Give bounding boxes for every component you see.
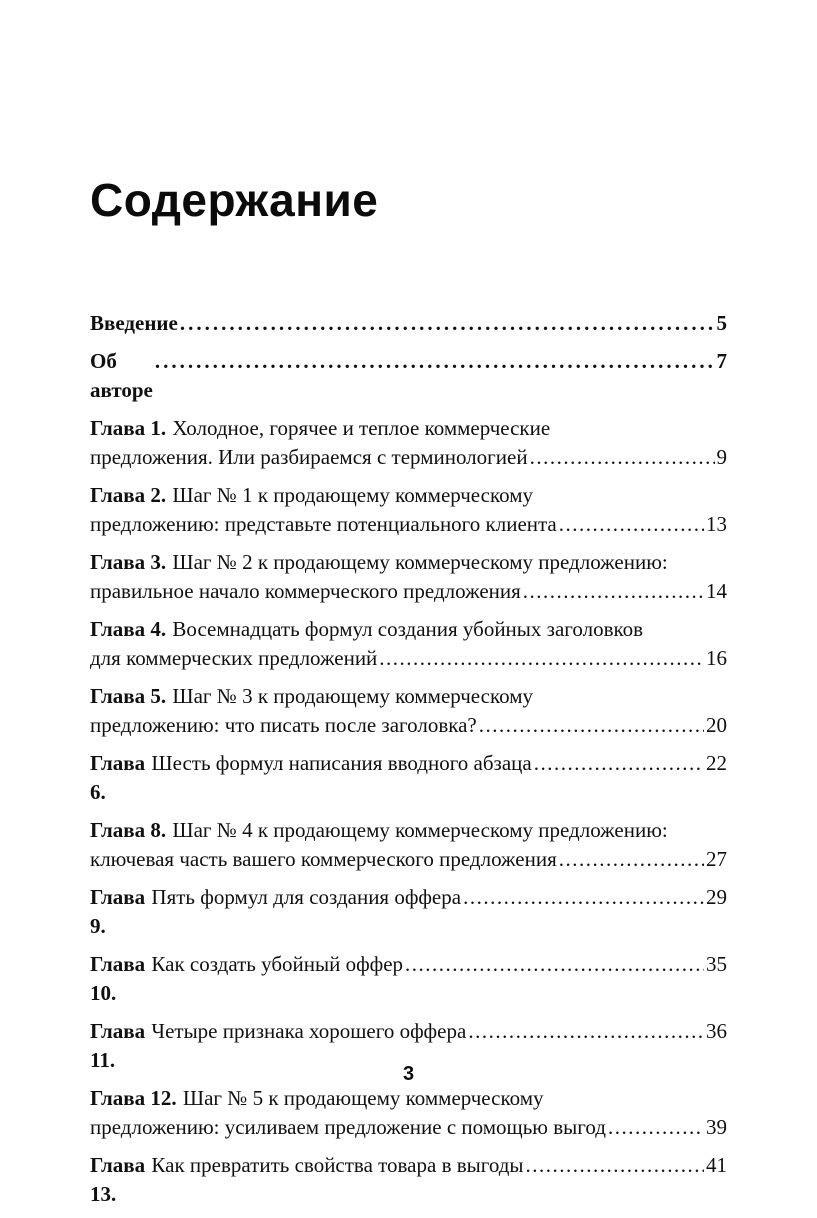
page-number: 16 xyxy=(706,646,727,670)
dot-leader xyxy=(606,1113,704,1142)
chapter-label: Глава 6. xyxy=(90,751,146,804)
chapter-title: Шаг № 3 к продающему коммерческому xyxy=(172,684,534,708)
toc-line xyxy=(90,749,727,807)
chapter-title: Пять формул для создания оффера xyxy=(151,885,462,909)
dot-leader xyxy=(466,1017,704,1046)
toc-line xyxy=(90,577,727,606)
dot-leader xyxy=(477,711,704,740)
toc-line xyxy=(90,510,727,539)
toc-entry-chapter-4 xyxy=(90,615,727,673)
toc-entry-chapter-10 xyxy=(90,950,727,1008)
chapter-title: Восемнадцать формул создания убойных заголовков xyxy=(172,617,644,641)
chapter-title-continued: предложению: представьте потенциального клиента xyxy=(90,512,557,536)
toc-line xyxy=(90,615,727,644)
toc-line xyxy=(90,845,727,874)
entry-label: Введение xyxy=(90,311,178,335)
toc-line xyxy=(90,711,727,740)
page-number: 27 xyxy=(706,847,727,871)
chapter-label: Глава 3. xyxy=(90,550,167,574)
chapter-title: Шаг № 5 к продающему коммерческому xyxy=(182,1086,544,1110)
chapter-label: Глава 1. xyxy=(90,416,167,440)
dot-leader xyxy=(521,577,704,606)
chapter-label: Глава 13. xyxy=(90,1153,146,1206)
chapter-title: Как создать убойный оффер xyxy=(151,952,404,976)
chapter-label: Глава 2. xyxy=(90,483,167,507)
page-number: 20 xyxy=(706,713,727,737)
page-number: 13 xyxy=(706,512,727,536)
toc-line xyxy=(90,414,727,443)
toc-entry-introduction xyxy=(90,309,727,338)
chapter-title: Шесть формул написания вводного абзаца xyxy=(151,751,532,775)
toc-entry-chapter-12 xyxy=(90,1084,727,1142)
toc-line xyxy=(90,644,727,673)
chapter-label: Глава 10. xyxy=(90,952,146,1005)
chapter-title: Шаг № 4 к продающему коммерческому предложению: xyxy=(172,818,668,842)
toc-entry-chapter-13 xyxy=(90,1151,727,1209)
chapter-title-continued: предложения. Или разбираемся с терминологией xyxy=(90,445,528,469)
dot-leader xyxy=(461,883,704,912)
toc-entry-chapter-8 xyxy=(90,816,727,874)
dot-leader xyxy=(557,845,704,874)
toc-entry-chapter-6 xyxy=(90,749,727,807)
toc-entry-chapter-1 xyxy=(90,414,727,472)
toc-line xyxy=(90,1151,727,1209)
toc-entry-about-author xyxy=(90,347,727,405)
toc-line xyxy=(90,883,727,941)
page-number: 39 xyxy=(706,1115,727,1139)
chapter-title: Шаг № 2 к продающему коммерческому предложению: xyxy=(172,550,668,574)
dot-leader xyxy=(178,309,715,338)
dot-leader xyxy=(403,950,704,979)
page-number: 7 xyxy=(716,349,727,373)
chapter-label: Глава 11. xyxy=(90,1019,146,1072)
page-number: 41 xyxy=(706,1153,727,1177)
entry-label: Об авторе xyxy=(90,349,153,402)
page-number: 35 xyxy=(706,952,727,976)
chapter-title: Как превратить свойства товара в выгоды xyxy=(151,1153,524,1177)
chapter-label: Глава 4. xyxy=(90,617,167,641)
toc-line xyxy=(90,309,727,338)
toc-line xyxy=(90,1084,727,1113)
page-title: Содержание xyxy=(90,173,379,226)
chapter-title: Шаг № 1 к продающему коммерческому xyxy=(172,483,534,507)
dot-leader xyxy=(528,443,715,472)
page-number: 22 xyxy=(706,751,727,775)
page-number: 14 xyxy=(706,579,727,603)
toc-entry-chapter-9 xyxy=(90,883,727,941)
toc-line xyxy=(90,443,727,472)
chapter-title: Холодное, горячее и теплое коммерческие xyxy=(172,416,551,440)
chapter-label: Глава 12. xyxy=(90,1086,177,1110)
chapter-title: Четыре признака хорошего оффера xyxy=(151,1019,467,1043)
toc-line xyxy=(90,347,727,405)
toc-line xyxy=(90,1113,727,1142)
dot-leader xyxy=(377,644,704,673)
dot-leader xyxy=(524,1151,704,1180)
page-number: 36 xyxy=(706,1019,727,1043)
toc-entry-chapter-5 xyxy=(90,682,727,740)
footer-page-number: 3 xyxy=(402,1063,415,1085)
toc-line xyxy=(90,682,727,711)
toc-line xyxy=(90,816,727,845)
chapter-label: Глава 5. xyxy=(90,684,167,708)
chapter-title-continued: правильное начало коммерческого предложения xyxy=(90,579,521,603)
toc-entry-chapter-2 xyxy=(90,481,727,539)
chapter-label: Глава 8. xyxy=(90,818,167,842)
chapter-title-continued: для коммерческих предложений xyxy=(90,646,378,670)
dot-leader xyxy=(153,347,715,376)
dot-leader xyxy=(532,749,704,778)
page-number: 5 xyxy=(716,311,727,335)
toc-line xyxy=(90,548,727,577)
dot-leader xyxy=(557,510,704,539)
page-number: 9 xyxy=(716,445,727,469)
chapter-title-continued: предложению: что писать после заголовка? xyxy=(90,713,477,737)
toc-line xyxy=(90,950,727,1008)
chapter-title-continued: предложению: усиливаем предложение с помощью выгод xyxy=(90,1115,606,1139)
toc-entry-chapter-3 xyxy=(90,548,727,606)
toc-line xyxy=(90,481,727,510)
chapter-label: Глава 9. xyxy=(90,885,146,938)
page-number: 29 xyxy=(706,885,727,909)
chapter-title-continued: ключевая часть вашего коммерческого предложения xyxy=(90,847,557,871)
